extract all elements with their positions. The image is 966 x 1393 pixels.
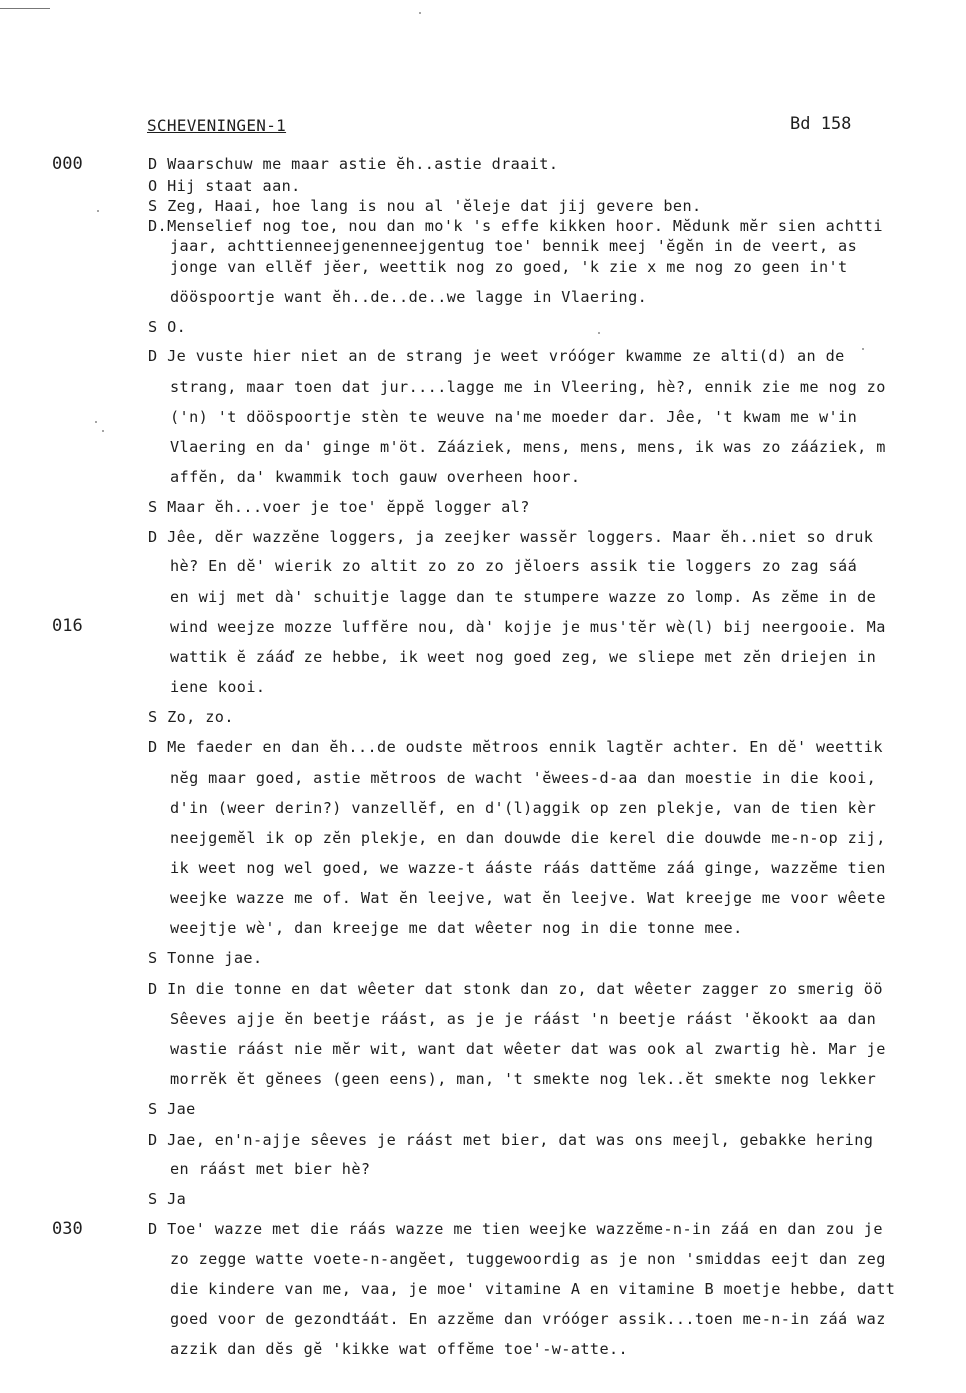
- transcript-line: Vlaering en da' ginge m'öt. Zááziek, mens, mens, mens, ik was zo zááziek, m: [170, 438, 886, 456]
- transcript-line: D Je vuste hier niet an de strang je weet vróóger kwamme ze alti(d) an de: [148, 347, 845, 365]
- transcript-line: die kindere van me, vaa, je moe' vitamine A en vitamine B moetje hebbe, datt: [170, 1280, 896, 1298]
- transcript-line: ik weet nog wel goed, we wazze-t ááste ráás dattĕme záá ginge, wazzĕme tien: [170, 859, 886, 877]
- transcript-line: nĕg maar goed, astie mĕtroos de wacht 'ĕwees-d-aa dan moestie in die kooi,: [170, 769, 877, 787]
- transcript-line: O Hij staat aan.: [148, 177, 301, 195]
- scan-speck: [598, 332, 600, 334]
- transcript-line: en ráást met bier hè?: [170, 1160, 371, 1178]
- transcript-line: ('n) 't dööspoortje stèn te weuve na'me moeder dar. Jêe, 't kwam me w'in: [170, 408, 858, 426]
- transcript-line: goed voor de gezondtáát. En azzĕme dan vróóger assik...toen me-n-in záá waz: [170, 1310, 886, 1328]
- page-reference: Bd 158: [790, 114, 852, 134]
- transcript-line: D Jêe, dĕr wazzĕne loggers, ja zeejker wassĕr loggers. Maar ĕh..niet so druk: [148, 528, 874, 546]
- transcript-line: weejtje wè', dan kreejge me dat wêeter nog in die tonne mee.: [170, 919, 743, 937]
- transcript-line: S O.: [148, 318, 187, 336]
- transcript-line: D Toe' wazze met die ráás wazze me tien weejke wazzĕme-n-in záá en dan zou je: [148, 1220, 883, 1238]
- transcript-line: S Jae: [148, 1100, 196, 1118]
- transcript-line: d'in (weer derin?) vanzellĕf, en d'(l)aggik op zen plekje, van de tien kèr: [170, 799, 877, 817]
- transcript-line: strang, maar toen dat jur....lagge me in Vleering, hè?, ennik zie me nog zo: [170, 378, 886, 396]
- transcript-line: D In die tonne en dat wêeter dat stonk dan zo, dat wêeter zagger zo smerig öö: [148, 980, 883, 998]
- transcript-line: Sêeves ajje ĕn beetje ráást, as je je ráást 'n beetje ráást 'ĕkookt aa dan: [170, 1010, 877, 1028]
- scan-speck: [95, 421, 97, 423]
- transcript-line: dööspoortje want ĕh..de..de..we lagge in Vlaering.: [170, 288, 648, 306]
- transcript-line: S Zo, zo.: [148, 708, 234, 726]
- transcript-line: neejgemĕl ik op zĕn plekje, en dan douwde die kerel die douwde me-n-op zij,: [170, 829, 886, 847]
- transcript-line: D Waarschuw me maar astie ĕh..astie draait.: [148, 155, 559, 173]
- transcript-line: S Zeg, Haai, hoe lang is nou al 'ĕleje dat jij gevere ben.: [148, 197, 702, 215]
- transcript-line: azzik dan dĕs gĕ 'kikke wat offĕme toe'-w-atte..: [170, 1340, 629, 1358]
- scan-speck: [102, 430, 104, 432]
- transcript-line: D Me faeder en dan ĕh...de oudste mĕtroos ennik lagtĕr achter. En dĕ' weettik: [148, 738, 883, 756]
- transcript-line: S Tonne jae.: [148, 949, 263, 967]
- scan-speck: [97, 210, 99, 212]
- transcript-line: wind weejze mozze luffĕre nou, dà' kojje je mus'tĕr wè(l) bij neergooie. Ma: [170, 618, 886, 636]
- transcript-line: hè? En dĕ' wierik zo altit zo zo zo jĕloers assik tie loggers zo zag sáá: [170, 557, 858, 575]
- scan-speck: [862, 348, 864, 350]
- transcript-line: D.Menselief nog toe, nou dan mo'k 's effe kikken hoor. Mĕdunk mĕr sien achtti: [148, 217, 883, 235]
- margin-counter-000: 000: [52, 154, 83, 174]
- transcript-line: jaar, achttienneejgenenneejgentug toe' bennik meej 'ĕgĕn in de veert, as: [170, 237, 858, 255]
- scan-speck: [419, 12, 421, 14]
- transcript-line: wastie ráást nie mĕr wit, want dat wêeter dat was ook al zwartig hè. Mar je: [170, 1040, 886, 1058]
- transcript-line: S Maar ĕh...voer je toe' ĕppĕ logger al?: [148, 498, 530, 516]
- transcript-line: jonge van ellĕf jĕer, weettik nog zo goed, 'k zie x me nog zo geen in't: [170, 258, 848, 276]
- transcript-line: en wij met dà' schuitje lagge dan te stumpere wazze zo lomp. As zĕme in de: [170, 588, 877, 606]
- transcript-line: wattik ĕ zááď ze hebbe, ik weet nog goed zeg, we sliepe met zĕn driejen in: [170, 648, 877, 666]
- transcript-line: D Jae, en'n-ajje sêeves je ráást met bier, dat was ons meejl, gebakke hering: [148, 1131, 874, 1149]
- transcript-line: affĕn, da' kwammik toch gauw overheen hoor.: [170, 468, 581, 486]
- transcript-line: iene kooi.: [170, 678, 266, 696]
- transcript-line: morrĕk ĕt gĕnees (geen eens), man, 't smekte nog lek..ĕt smekte nog lekker: [170, 1070, 877, 1088]
- transcript-line: weejke wazze me of. Wat ĕn leejve, wat ĕn leejve. Wat kreejge me voor wêete: [170, 889, 886, 907]
- transcript-line: S Ja: [148, 1190, 187, 1208]
- margin-counter-030: 030: [52, 1219, 83, 1239]
- transcript-line: zo zegge watte voete-n-angĕet, tuggewoordig as je non 'smiddas eejt dan zeg: [170, 1250, 886, 1268]
- document-title: SCHEVENINGEN-1: [147, 116, 287, 135]
- margin-counter-016: 016: [52, 616, 83, 636]
